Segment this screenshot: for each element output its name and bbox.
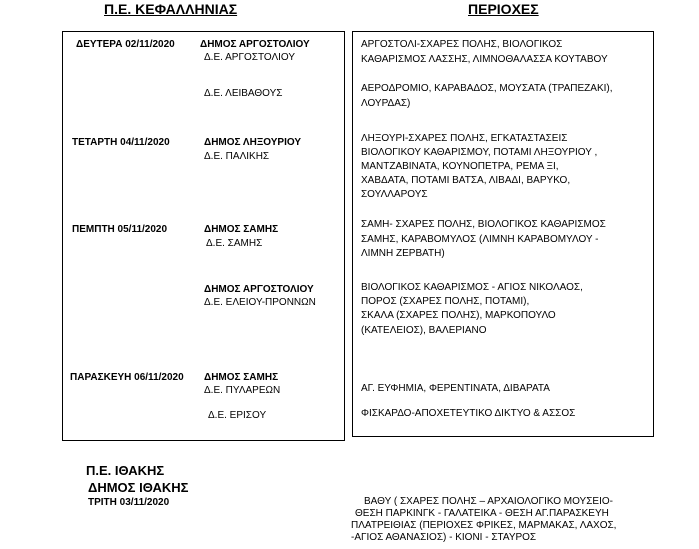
area-line: ΒΙΟΛΟΓΙΚΟΥ ΚΑΘΑΡΙΣΜΟΥ, ΠΟΤΑΜΙ ΛΗΞΟΥΡΙΟΥ , <box>361 147 598 158</box>
ithaca-area-line: ΠΛΑΤΡΕΙΘΙΑΣ (ΠΕΡΙΟΧΕΣ ΦΡΙΚΕΣ, ΜΑΡΜΑΚΑΣ, ΛΑΧΟΣ, <box>351 520 617 531</box>
schedule-unit: Δ.Ε. ΑΡΓΟΣΤΟΛΙΟΥ <box>204 52 296 63</box>
area-line: ΚΑΘΑΡΙΣΜΟΣ ΛΑΣΣΗΣ, ΛΙΜΝΟΘΑΛΑΣΣΑ ΚΟΥΤΑΒΟΥ <box>361 54 608 65</box>
area-line: ΛΙΜΝΗ ΖΕΡΒΑΤΗ) <box>361 248 445 259</box>
schedule-unit: Δ.Ε. ΠΑΛΙΚΗΣ <box>204 151 270 162</box>
schedule-municipality: ΔΗΜΟΣ ΑΡΓΟΣΤΟΛΙΟΥ <box>204 284 314 295</box>
ithaca-day: ΤΡΙΤΗ 03/11/2020 <box>88 497 170 508</box>
area-line: ΜΑΝΤΖΑΒΙΝΑΤΑ, ΚΟΥΝΟΠΕΤΡΑ, ΡΕΜΑ ΞΙ, <box>361 161 559 172</box>
area-line: ΠΟΡΟΣ (ΣΧΑΡΕΣ ΠΟΛΗΣ, ΠΟΤΑΜΙ), <box>361 296 530 307</box>
schedule-day: ΠΑΡΑΣΚΕΥΗ 06/11/2020 <box>70 372 184 383</box>
header-regional-unit: Π.Ε. ΚΕΦΑΛΛΗΝΙΑΣ <box>104 1 238 17</box>
area-line: ΣΟΥΛΛΑΡΟΥΣ <box>361 189 428 200</box>
area-line: ΑΡΓΟΣΤΟΛΙ-ΣΧΑΡΕΣ ΠΟΛΗΣ, ΒΙΟΛΟΓΙΚΟΣ <box>361 39 563 50</box>
area-line: ΑΓ. ΕΥΦΗΜΙΑ, ΦΕΡΕΝΤΙΝΑΤΑ, ΔΙΒΑΡΑΤΑ <box>361 383 550 394</box>
area-line: ΛΗΞΟΥΡΙ-ΣΧΑΡΕΣ ΠΟΛΗΣ, ΕΓΚΑΤΑΣΤΑΣΕΙΣ <box>361 133 568 144</box>
area-line: ΦΙΣΚΑΡΔΟ-ΑΠΟΧΕΤΕΥΤΙΚΟ ΔΙΚΤΥΟ & ΑΣΣΟΣ <box>361 408 576 419</box>
ithaca-area-line: ΘΕΣΗ ΠΑΡΚΙΝΓΚ - ΓΑΛΑΤΕΙΚΑ - ΘΕΣΗ ΑΓ.ΠΑΡΑΣΚΕΥΗ <box>355 508 609 519</box>
area-line: (ΚΑΤΕΛΕΙΟΣ), ΒΑΛΕΡΙΑΝΟ <box>361 325 487 336</box>
ithaca-unit-title: Π.Ε. ΙΘΑΚΗΣ <box>86 463 165 478</box>
schedule-day: ΤΕΤΑΡΤΗ 04/11/2020 <box>72 137 170 148</box>
schedule-day: ΠΕΜΠΤΗ 05/11/2020 <box>72 224 168 235</box>
ithaca-area-line: -ΑΓΙΟΣ ΑΘΑΝΑΣΙΟΣ) - ΚΙΟΝΙ - ΣΤΑΥΡΟΣ <box>351 532 537 543</box>
ithaca-area-line: ΒΑΘΥ ( ΣΧΑΡΕΣ ΠΟΛΗΣ – ΑΡΧΑΙΟΛΟΓΙΚΟ ΜΟΥΣΕΙΟ- <box>364 496 613 507</box>
ithaca-municipality: ΔΗΜΟΣ ΙΘΑΚΗΣ <box>88 480 189 495</box>
schedule-municipality: ΔΗΜΟΣ ΣΑΜΗΣ <box>204 372 279 383</box>
area-line: ΧΑΒΔΑΤΑ, ΠΟΤΑΜΙ ΒΑΤΣΑ, ΛΙΒΑΔΙ, ΒΑΡΥΚΟ, <box>361 175 571 186</box>
area-line: ΛΟΥΡΔΑΣ) <box>361 98 411 109</box>
area-line: ΒΙΟΛΟΓΙΚΟΣ ΚΑΘΑΡΙΣΜΟΣ - ΑΓΙΟΣ ΝΙΚΟΛΑΟΣ, <box>361 282 583 293</box>
area-line: ΣΑΜΗ- ΣΧΑΡΕΣ ΠΟΛΗΣ, ΒΙΟΛΟΓΙΚΟΣ ΚΑΘΑΡΙΣΜΟΣ <box>361 219 606 230</box>
schedule-municipality: ΔΗΜΟΣ ΑΡΓΟΣΤΟΛΙΟΥ <box>200 39 310 50</box>
schedule-unit: Δ.Ε. ΛΕΙΒΑΘΟΥΣ <box>204 88 283 99</box>
schedule-unit: Δ.Ε. ΕΡΙΣΟΥ <box>208 410 267 421</box>
area-line: ΣΚΑΛΑ (ΣΧΑΡΕΣ ΠΟΛΗΣ), ΜΑΡΚΟΠΟΥΛΟ <box>361 310 556 321</box>
area-line: ΑΕΡΟΔΡΟΜΙΟ, ΚΑΡΑΒΑΔΟΣ, ΜΟΥΣΑΤΑ (ΤΡΑΠΕΖΑΚΙ), <box>361 83 613 94</box>
schedule-municipality: ΔΗΜΟΣ ΛΗΞΟΥΡΙΟΥ <box>204 137 302 148</box>
schedule-unit: Δ.Ε. ΣΑΜΗΣ <box>206 238 263 249</box>
schedule-day: ΔΕΥΤΕΡΑ 02/11/2020 <box>76 39 175 50</box>
schedule-unit: Δ.Ε. ΠΥΛΑΡΕΩΝ <box>204 385 281 396</box>
header-areas: ΠΕΡΙΟΧΕΣ <box>468 1 539 17</box>
schedule-municipality: ΔΗΜΟΣ ΣΑΜΗΣ <box>204 224 279 235</box>
area-line: ΣΑΜΗΣ, ΚΑΡΑΒΟΜΥΛΟΣ (ΛΙΜΝΗ ΚΑΡΑΒΟΜΥΛΟΥ - <box>361 234 599 245</box>
schedule-unit: Δ.Ε. ΕΛΕΙΟΥ-ΠΡΟΝΝΩΝ <box>204 297 316 308</box>
